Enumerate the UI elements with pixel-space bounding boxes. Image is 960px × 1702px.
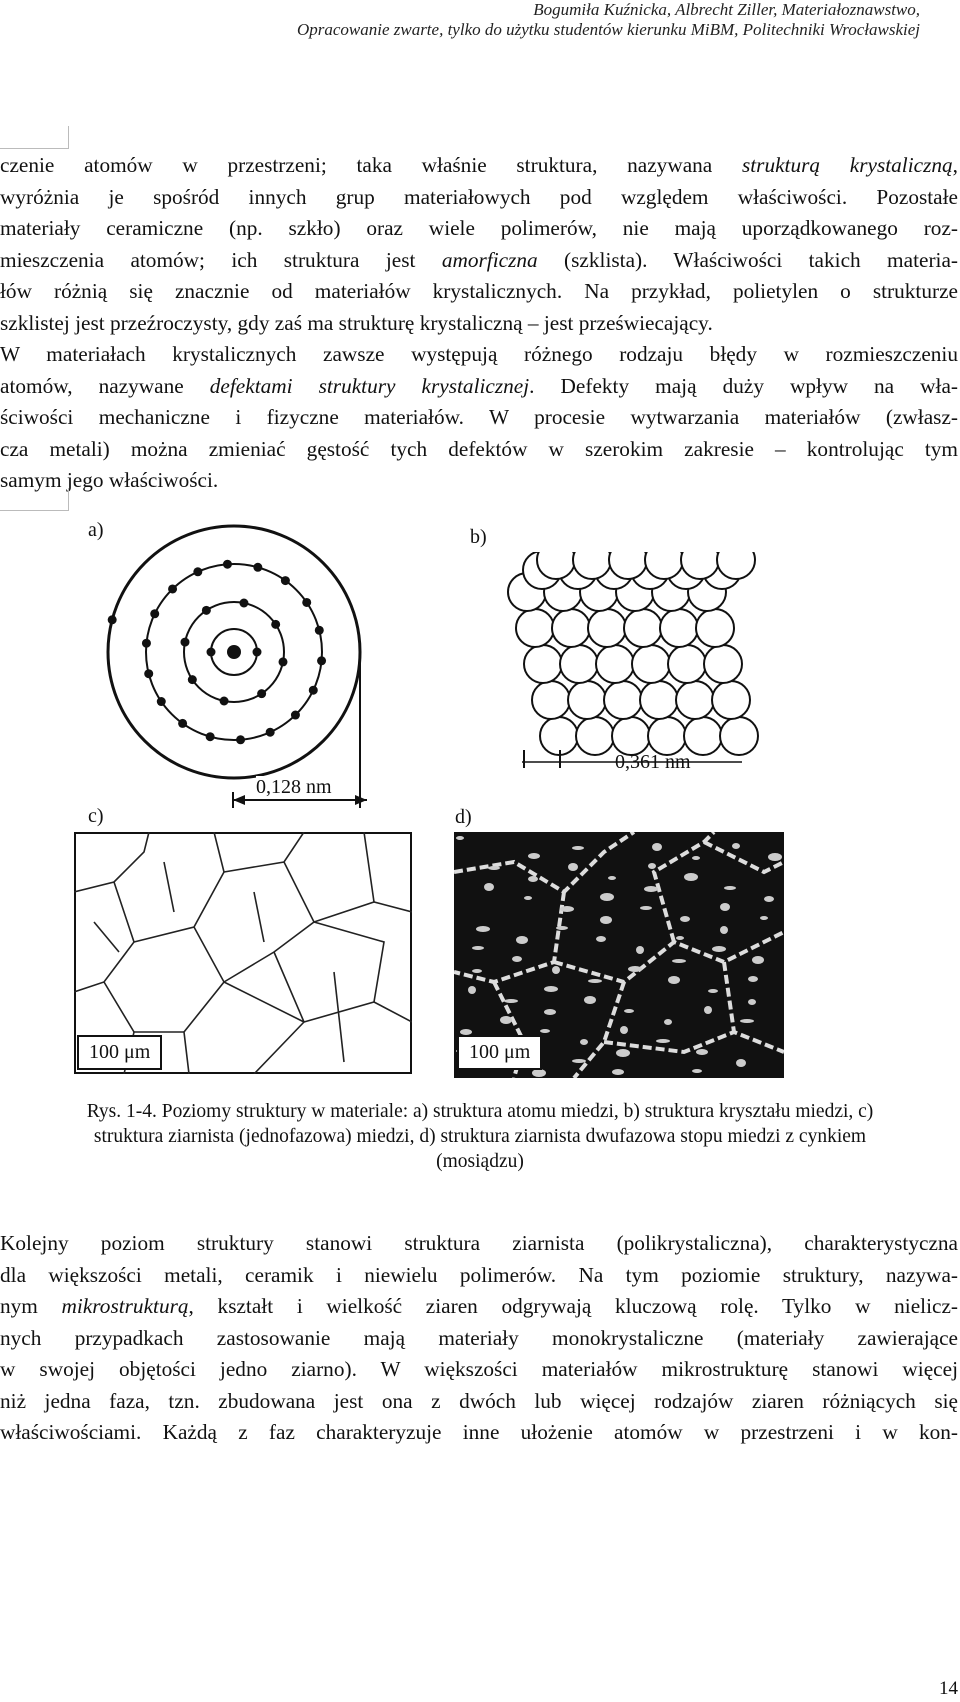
atom-sphere (712, 681, 750, 719)
phase-particle (628, 966, 642, 972)
header-line-2: Opracowanie zwarte, tylko do użytku studentów kierunku MiBM, Politechniki Wrocławskiej (296, 20, 920, 39)
phase-particle (612, 1069, 624, 1075)
phase-particle (748, 999, 756, 1005)
atom-sphere (668, 645, 706, 683)
phase-particle (736, 1059, 746, 1067)
electron-dot (150, 609, 159, 618)
copper-crystal-diagram (492, 552, 782, 772)
phase-particle (648, 863, 656, 869)
electron-dot (144, 669, 153, 678)
phase-particle (580, 1039, 588, 1045)
electron-dot (266, 728, 275, 737)
phase-particle (692, 1069, 702, 1073)
caption-line: Rys. 1-4. Poziomy struktury w materiale: a) struktura atomu miedzi, b) struktura kryształu miedzi, c) (86, 1101, 874, 1122)
page-corner-mark (0, 126, 69, 149)
atom-sphere (596, 645, 634, 683)
electron-dot (309, 686, 318, 695)
phase-particle (588, 979, 602, 983)
electron-dot (257, 689, 266, 698)
text-line: szklistej jest przeźroczysty, gdy zaś ma strukturę krystaliczną – jest przeświecający. (0, 310, 713, 335)
figure-d-label: d) (455, 806, 472, 828)
text-line: łów różnią się znacznie od materiałów krystalicznych. Na przykład, polietylen o strukturze (0, 279, 958, 303)
phase-particle (668, 976, 680, 984)
atom-sphere (624, 609, 662, 647)
phase-particle (556, 926, 568, 930)
phase-particle (560, 906, 574, 912)
phase-particle (468, 986, 476, 994)
phase-particle (500, 1016, 512, 1024)
phase-particle (740, 1019, 754, 1023)
scale-label-a: 0,128 nm (256, 776, 332, 798)
phase-particle (572, 1059, 586, 1063)
electron-dot (207, 648, 216, 657)
phase-particle (696, 1049, 708, 1055)
paragraph-2 (0, 339, 958, 497)
phase-particle (732, 843, 740, 849)
paragraph-3 (0, 1228, 958, 1449)
atom-sphere (588, 609, 626, 647)
phase-particle (684, 873, 698, 881)
electron-dot (271, 620, 280, 629)
electron-dot (317, 656, 326, 665)
electron-dot (253, 648, 262, 657)
atom-sphere (552, 609, 590, 647)
atom-sphere (640, 681, 678, 719)
paragraph-1 (0, 150, 958, 339)
electron-dot (302, 598, 311, 607)
page-corner-mark (0, 488, 69, 511)
text-line: atomów, nazywane defektami struktury krystalicznej. Defekty mają duży wpływ na wła- (0, 373, 958, 398)
phase-particle (676, 936, 684, 940)
scale-label-c: 100 μm (77, 1035, 162, 1070)
phase-particle (608, 876, 616, 880)
phase-particle (488, 866, 500, 870)
figure-b-label: b) (470, 526, 487, 548)
phase-particle (712, 946, 726, 952)
electron-dot (157, 697, 166, 706)
atom-sphere (576, 717, 614, 755)
electron-dot (281, 576, 290, 585)
atom-sphere (604, 681, 642, 719)
figure-c-label: c) (88, 805, 104, 827)
electron-dot (253, 563, 262, 572)
phase-particle (752, 956, 764, 964)
phase-particle (616, 1049, 630, 1057)
phase-particle (664, 1019, 672, 1025)
page-number: 14 (939, 1678, 958, 1699)
text-line: mieszczenia atomów; ich struktura jest amorficzna (szklista). Właściwości takich materia- (0, 247, 958, 272)
phase-particle (768, 853, 782, 861)
phase-particle (512, 956, 522, 962)
text-line: samym jego właściwości. (0, 468, 219, 492)
phase-particle (544, 1009, 556, 1015)
phase-particle (516, 936, 528, 944)
phase-particle (484, 883, 494, 891)
phase-particle (644, 886, 658, 892)
phase-particle (764, 896, 774, 902)
phase-particle (544, 986, 558, 992)
phase-particle (472, 969, 482, 973)
text-line: niż jedna faza, tzn. zbudowana jest ona z dwóch lub więcej rodzajów ziaren różniących się (0, 1388, 958, 1413)
phase-particle (680, 916, 690, 922)
text-line: nych przypadkach zastosowanie mają materiały monokrystaliczne (materiały zawierające (0, 1325, 958, 1350)
text-line: dla większości metali, ceramik i niewielu polimerów. Na tym poziomie struktury, nazywa- (0, 1262, 958, 1287)
atom-sphere (660, 609, 698, 647)
atom-sphere (648, 717, 686, 755)
electron-dot (142, 639, 151, 648)
phase-particle (624, 1009, 634, 1013)
electron-dot (180, 638, 189, 647)
phase-particle (476, 926, 490, 932)
atom-sphere (532, 681, 570, 719)
text-line: wyróżnia je spośród innych grup materiałowych pod względem właściwości. Pozostałe (0, 184, 958, 209)
text-line: W materiałach krystalicznych zawsze występują różnego rodzaju błędy w rozmieszczeniu (0, 342, 958, 366)
text-line: właściwościami. Każdą z faz charakteryzuje inne ułożenie atomów w przestrzeni i w kon- (0, 1420, 958, 1444)
atom-sphere (676, 681, 714, 719)
electron-dot (236, 735, 245, 744)
phase-particle (596, 936, 606, 942)
caption-line: (mosiądzu) (436, 1151, 524, 1172)
phase-particle (704, 1006, 712, 1014)
electron-dot (220, 697, 229, 706)
atom-sphere (524, 645, 562, 683)
phase-particle (748, 976, 758, 982)
atom-sphere (696, 609, 734, 647)
figure-caption (0, 1099, 960, 1174)
electron-dot (206, 732, 215, 741)
electron-dot (315, 626, 324, 635)
phase-particle (708, 989, 718, 993)
phase-particle (600, 893, 614, 901)
phase-particle (568, 863, 578, 871)
phase-particle (656, 1039, 670, 1043)
phase-particle (672, 959, 686, 963)
phase-particle (552, 966, 560, 974)
phase-particle (720, 903, 730, 911)
phase-particle (532, 1069, 546, 1077)
electron-dot (188, 675, 197, 684)
atom-sphere (612, 717, 650, 755)
text-line: cza metali) można zmieniać gęstość tych defektów w szerokim zakresie – kontrolując tym (0, 436, 958, 461)
atom-sphere (568, 681, 606, 719)
electron-dot (178, 719, 187, 728)
phase-particle (640, 906, 652, 910)
atom-sphere (704, 645, 742, 683)
text-line: nym mikrostrukturą, kształt i wielkość ziaren odgrywają kluczową rolę. Tylko w nielicz- (0, 1294, 959, 1318)
page-header (20, 0, 920, 40)
electron-dot (193, 567, 202, 576)
figure-a-label: a) (88, 519, 104, 541)
phase-particle (572, 846, 584, 850)
phase-particle (636, 946, 644, 954)
electron-dot (223, 560, 232, 569)
phase-particle (652, 843, 662, 851)
copper-atom-diagram (100, 518, 390, 808)
phase-particle (528, 876, 538, 882)
text-line: ściwości mechaniczne i fizyczne materiałów. W procesie wytwarzania materiałów (zwłasz- (0, 405, 958, 429)
header-line-1: Bogumiła Kuźnicka, Albrecht Ziller, Materiałoznawstwo, (533, 0, 920, 19)
electron-dot (239, 598, 248, 607)
phase-particle (504, 999, 518, 1003)
text-line: czenie atomów w przestrzeni; taka właśnie struktura, nazywana strukturą krystaliczną, (0, 153, 958, 177)
text-line: materiały ceramiczne (np. szkło) oraz wiele polimerów, nie mają uporządkowanego roz- (0, 216, 958, 240)
electron-dot (168, 584, 177, 593)
atom-sphere (684, 717, 722, 755)
phase-particle (584, 996, 596, 1004)
atom-sphere (632, 645, 670, 683)
phase-particle (620, 1026, 628, 1034)
phase-particle (692, 856, 700, 860)
scale-label-b: 0,361 nm (615, 751, 691, 773)
electron-dot (279, 657, 288, 666)
phase-particle (760, 916, 768, 920)
phase-particle (528, 853, 540, 859)
phase-particle (600, 916, 612, 924)
phase-particle (540, 1029, 550, 1033)
atom-sphere (560, 645, 598, 683)
phase-particle (456, 836, 464, 840)
text-line: Kolejny poziom struktury stanowi struktura ziarnista (polikrystaliczna), charakterystyczna (0, 1231, 958, 1255)
caption-line: struktura ziarnista (jednofazowa) miedzi, d) struktura ziarnista dwufazowa stopu miedzi z cynkiem (93, 1126, 867, 1147)
text-line: w swojej objętości jedno ziarno). W większości materiałów mikrostrukturę stanowi więcej (0, 1357, 958, 1381)
electron-dot (202, 606, 211, 615)
phase-particle (472, 946, 484, 950)
atom-sphere (720, 717, 758, 755)
atom-sphere (540, 717, 578, 755)
electron-dot (291, 711, 300, 720)
phase-particle (724, 886, 736, 890)
scale-label-d: 100 μm (457, 1035, 542, 1070)
atom-sphere (516, 609, 554, 647)
electron-dot (108, 615, 117, 624)
phase-particle (524, 896, 532, 900)
phase-particle (720, 926, 728, 934)
